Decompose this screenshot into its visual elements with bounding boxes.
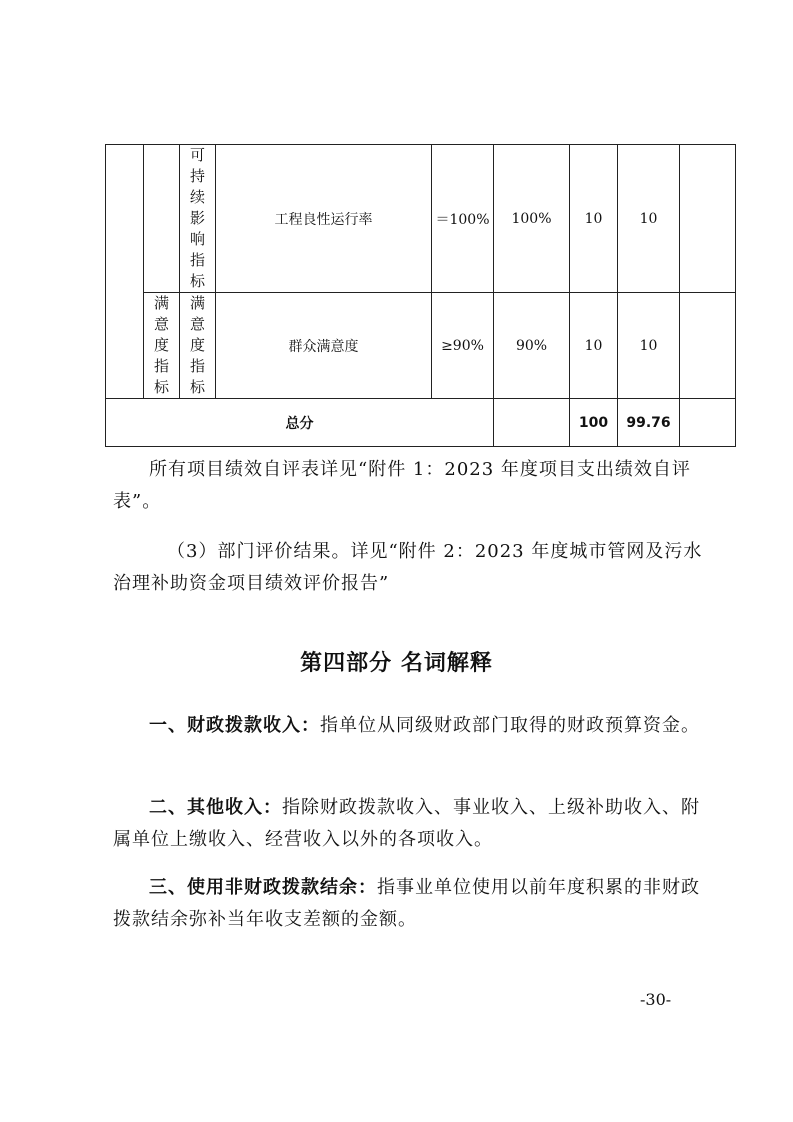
category-cell-empty bbox=[106, 145, 144, 399]
score-cell: 10 bbox=[618, 145, 680, 293]
total-empty-cell bbox=[494, 399, 570, 447]
section-title: 第四部分 名词解释 bbox=[300, 650, 493, 676]
sub-category-cell: 可持续影响指标 bbox=[180, 145, 216, 293]
remark-cell bbox=[680, 293, 736, 399]
target-cell: ≥90% bbox=[432, 293, 494, 399]
term-label: 三、使用非财政拨款结余： bbox=[149, 877, 377, 898]
remark-cell bbox=[680, 145, 736, 293]
term-definition: 指除财政拨款收入、事业收入、上级补助收入、附属单位上缴收入、经营收入以外的各项收入。 bbox=[113, 797, 700, 850]
term-label: 一、财政拨款收入： bbox=[149, 715, 320, 736]
table-row bbox=[106, 293, 736, 399]
performance-table bbox=[105, 144, 736, 447]
term-paragraph bbox=[113, 792, 713, 856]
paragraph-department-evaluation: （3）部门评价结果。详见“附件 2：2023 年度城市管网及污水治理补助资金项目绩效评价报告” bbox=[113, 541, 703, 594]
paragraph-self-evaluation: 所有项目绩效自评表详见“附件 1：2023 年度项目支出绩效自评表”。 bbox=[113, 459, 691, 512]
term-definition: 指单位从同级财政部门取得的财政预算资金。 bbox=[320, 715, 700, 736]
category-cell: 满意度指标 bbox=[144, 293, 180, 399]
total-remark-cell bbox=[680, 399, 736, 447]
term-definition: 指事业单位使用以前年度积累的非财政拨款结余弥补当年收支差额的金额。 bbox=[113, 877, 700, 930]
total-weight: 100 bbox=[570, 399, 618, 447]
score-cell: 10 bbox=[618, 293, 680, 399]
total-score: 99.76 bbox=[618, 399, 680, 447]
weight-cell: 10 bbox=[570, 145, 618, 293]
term-label: 二、其他收入： bbox=[149, 797, 282, 818]
actual-cell: 100% bbox=[494, 145, 570, 293]
sub-category-cell: 满意度指标 bbox=[180, 293, 216, 399]
term-paragraph bbox=[113, 872, 713, 936]
category-cell-empty bbox=[144, 145, 180, 293]
table-row-total bbox=[106, 399, 736, 447]
actual-cell: 90% bbox=[494, 293, 570, 399]
target-cell: ＝100% bbox=[432, 145, 494, 293]
total-label: 总分 bbox=[106, 399, 494, 447]
indicator-cell: 工程良性运行率 bbox=[216, 145, 432, 293]
page-number: -30- bbox=[640, 990, 672, 1009]
term-paragraph bbox=[113, 710, 713, 742]
table-row bbox=[106, 145, 736, 293]
indicator-cell: 群众满意度 bbox=[216, 293, 432, 399]
weight-cell: 10 bbox=[570, 293, 618, 399]
